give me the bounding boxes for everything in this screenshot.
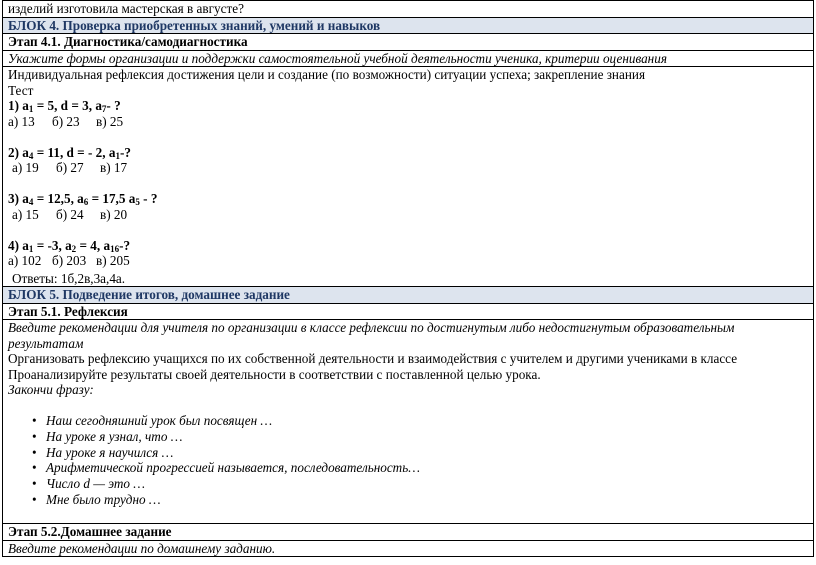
subscript-index: 6 [83,197,89,207]
question-text-part: - ? [139,191,158,206]
phrase-item: • На уроке я научился … [46,445,808,461]
reflection-content [3,320,814,524]
answer-option: в) 205 [96,253,130,268]
question-text-part: a [19,144,29,160]
blok4-title: БЛОК 4. Проверка приобретенных знаний, умений и навыков [3,17,814,34]
phrase-item: • Число d — это … [46,476,808,492]
reflection-text-1: Организовать рефлексию учащихся по их собственной деятельности и взаимодействия с учителем и другими учениками в классе [8,351,738,366]
stage-4-1-instruction-row [3,50,814,67]
phrase-item: • На уроке я узнал, что … [46,429,808,445]
stage-5-1-row [3,303,814,320]
question-2-options [8,160,808,176]
stage-5-2-row [3,524,814,541]
stage-4-1-title: Этап 4.1. Диагностика/самодиагностика [3,34,814,51]
question-4-options [8,253,808,269]
question-text-part: = 11, d = - 2, a [33,144,116,160]
stage-5-2-title: Этап 5.2.Домашнее задание [3,524,814,541]
test-content-row [3,67,814,287]
previous-text: изделий изготовила мастерская в августе? [3,1,814,18]
question-2 [8,145,808,161]
subscript-index: 4 [28,150,34,161]
question-number: 4) [8,237,19,253]
question-number: 2) [8,144,19,160]
question-text-part: = 12,5, a [33,191,84,206]
answer-option: б) 23 [52,113,80,129]
question-text-part: - ? [106,98,121,113]
question-3-options [8,207,808,223]
subscript-index: 1 [115,150,120,161]
test-label: Тест [8,82,34,98]
stage-5-2-instruction: Введите рекомендации по домашнему заданию. [3,540,814,557]
answer-option: б) 27 [56,160,84,175]
reflection-content-row [3,320,814,524]
blok5-title: БЛОК 5. Подведение итогов, домашнее задание [3,287,814,304]
test-content [3,67,814,287]
subscript-index: 16 [110,243,120,254]
subscript-index: 1 [28,104,34,114]
answer-option: б) 203 [52,253,87,268]
question-text-part: -? [119,144,131,160]
question-text-part: = -3, a [33,237,72,253]
subscript-index: 7 [101,104,107,114]
answer-option: в) 17 [100,160,128,175]
subscript-index: 5 [135,197,140,207]
answer-option: а) 19 [12,160,39,175]
blok4-header-row [3,17,814,34]
question-number: 1) [8,98,19,113]
subscript-index: 1 [28,243,34,254]
question-4 [8,238,808,254]
lesson-plan-table [2,0,814,557]
subscript-index: 4 [28,197,34,207]
stage-4-1-instruction: Укажите формы организации и поддержки самостоятельной учебной деятельности ученика, критерии оценивания [3,50,814,67]
question-text-part: a [19,98,29,113]
blok5-header-row [3,287,814,304]
phrase-item: • Арифметической прогрессией называется, последовательность… [46,460,808,476]
stage-4-1-row [3,34,814,51]
finish-phrase-label: Закончи фразу: [8,382,94,397]
question-text-part: a [19,191,29,206]
answer-option: а) 15 [12,206,39,222]
phrase-item: • Мне было трудно … [46,492,808,508]
reflection-text-2: Проанализируйте результаты своей деятельности в соответствии с поставленной целью урока. [8,366,541,382]
answers-line: Ответы: 1б,2в,3а,4а. [12,270,126,286]
stage-5-1-title: Этап 5.1. Рефлексия [3,303,814,320]
question-text-part: = 5, d = 3, a [33,98,102,113]
question-1-options [8,114,808,130]
answer-option: в) 20 [100,206,128,222]
test-questions [8,98,808,269]
answer-option: б) 24 [56,206,84,222]
question-text-part: = 4, a [76,237,111,253]
reflection-intro: Индивидуальная рефлексия достижения цели и создание (по возможности) ситуации успеха; закрепление знания [8,67,646,82]
question-3 [8,191,808,207]
answer-option: а) 13 [8,113,35,129]
answer-option: в) 25 [96,113,124,129]
question-text-part: a [19,237,29,253]
answer-option: а) 102 [8,253,42,268]
question-text-part: -? [119,237,131,253]
stage-5-1-instruction: Введите рекомендации для учителя по организации в классе рефлексии по достигнутым либо недостигнутым образовательным результатам [8,320,735,351]
previous-content-row [3,1,814,18]
subscript-index: 2 [71,243,77,254]
stage-5-2-instruction-row [3,540,814,557]
phrase-list [8,413,808,508]
question-text-part: = 17,5 a [88,191,136,206]
phrase-item: • Наш сегодняшний урок был посвящен … [46,413,808,429]
question-1 [8,98,808,114]
question-number: 3) [8,191,19,206]
